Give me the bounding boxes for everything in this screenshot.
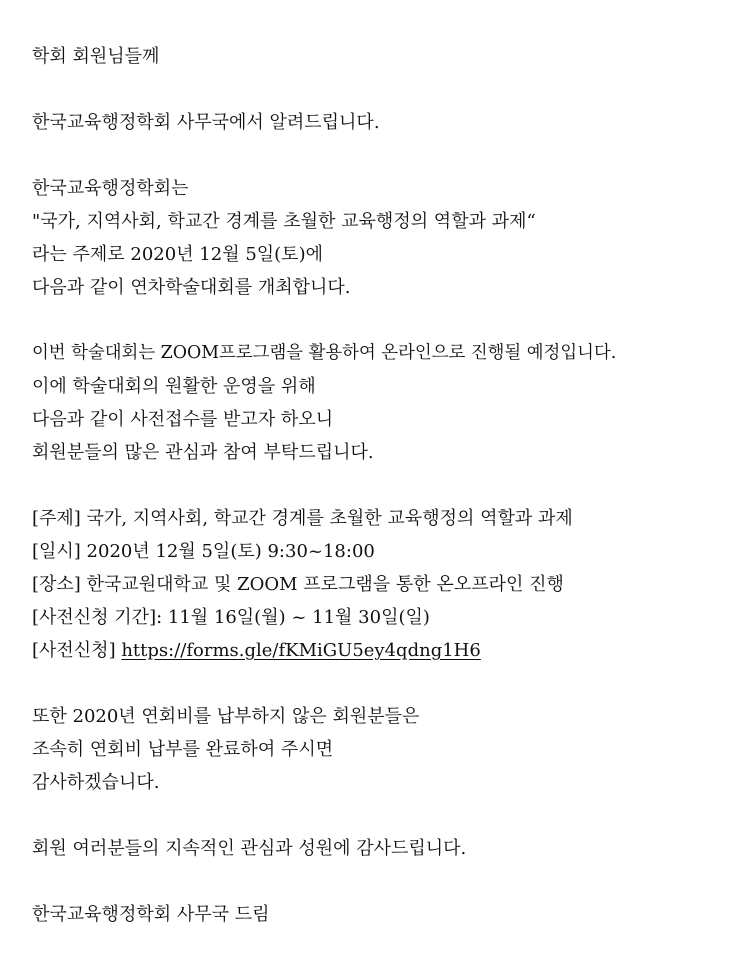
announcement-line-2: "국가, 지역사회, 학교간 경계를 초월한 교육행정의 역할과 과제“	[32, 211, 536, 232]
request-line-1: 이번 학술대회는 ZOOM프로그램을 활용하여 온라인으로 진행될 예정입니다.	[32, 343, 617, 363]
request-line-2: 이에 학술대회의 원활한 운영을 위해	[32, 376, 316, 397]
detail-registration	[32, 634, 752, 667]
announcement-line-1: 한국교육행정학회는	[32, 178, 189, 199]
detail-datetime: [일시] 2020년 12월 5일(토) 9:30~18:00	[32, 541, 375, 562]
request-line-3: 다음과 같이 사전접수를 받고자 하오니	[32, 409, 334, 430]
detail-venue: [장소] 한국교원대학교 및 ZOOM 프로그램을 통한 온오프라인 진행	[32, 574, 564, 595]
spacer	[32, 304, 752, 337]
detail-topic: [주제] 국가, 지역사회, 학교간 경계를 초월한 교육행정의 역할과 과제	[32, 508, 573, 529]
spacer	[32, 799, 752, 832]
fee-line-2: 조속히 연회비 납부를 완료하여 주시면	[32, 739, 334, 760]
request-line-4: 회원분들의 많은 관심과 참여 부탁드립니다.	[32, 442, 374, 463]
fee-line-3: 감사하겠습니다.	[32, 772, 160, 793]
announcement-line-3: 라는 주제로 2020년 12월 5일(토)에	[32, 244, 323, 265]
spacer	[32, 139, 752, 172]
notice-document	[32, 40, 752, 931]
spacer	[32, 73, 752, 106]
registration-link[interactable]: https://forms.gle/fKMiGU5ey4qdng1H6	[121, 640, 481, 661]
announcement-line-4: 다음과 같이 연차학술대회를 개최합니다.	[32, 277, 351, 298]
registration-label: [사전신청]	[32, 640, 116, 661]
spacer	[32, 667, 752, 700]
signature: 한국교육행정학회 사무국 드림	[32, 904, 270, 925]
spacer	[32, 469, 752, 502]
thanks-line: 회원 여러분들의 지속적인 관심과 성원에 감사드립니다.	[32, 838, 467, 859]
greeting: 학회 회원님들께	[32, 46, 160, 67]
intro-line: 한국교육행정학회 사무국에서 알려드립니다.	[32, 112, 380, 133]
spacer	[32, 865, 752, 898]
detail-period: [사전신청 기간]: 11월 16일(월) ~ 11월 30일(일)	[32, 607, 430, 628]
fee-line-1: 또한 2020년 연회비를 납부하지 않은 회원분들은	[32, 706, 420, 727]
